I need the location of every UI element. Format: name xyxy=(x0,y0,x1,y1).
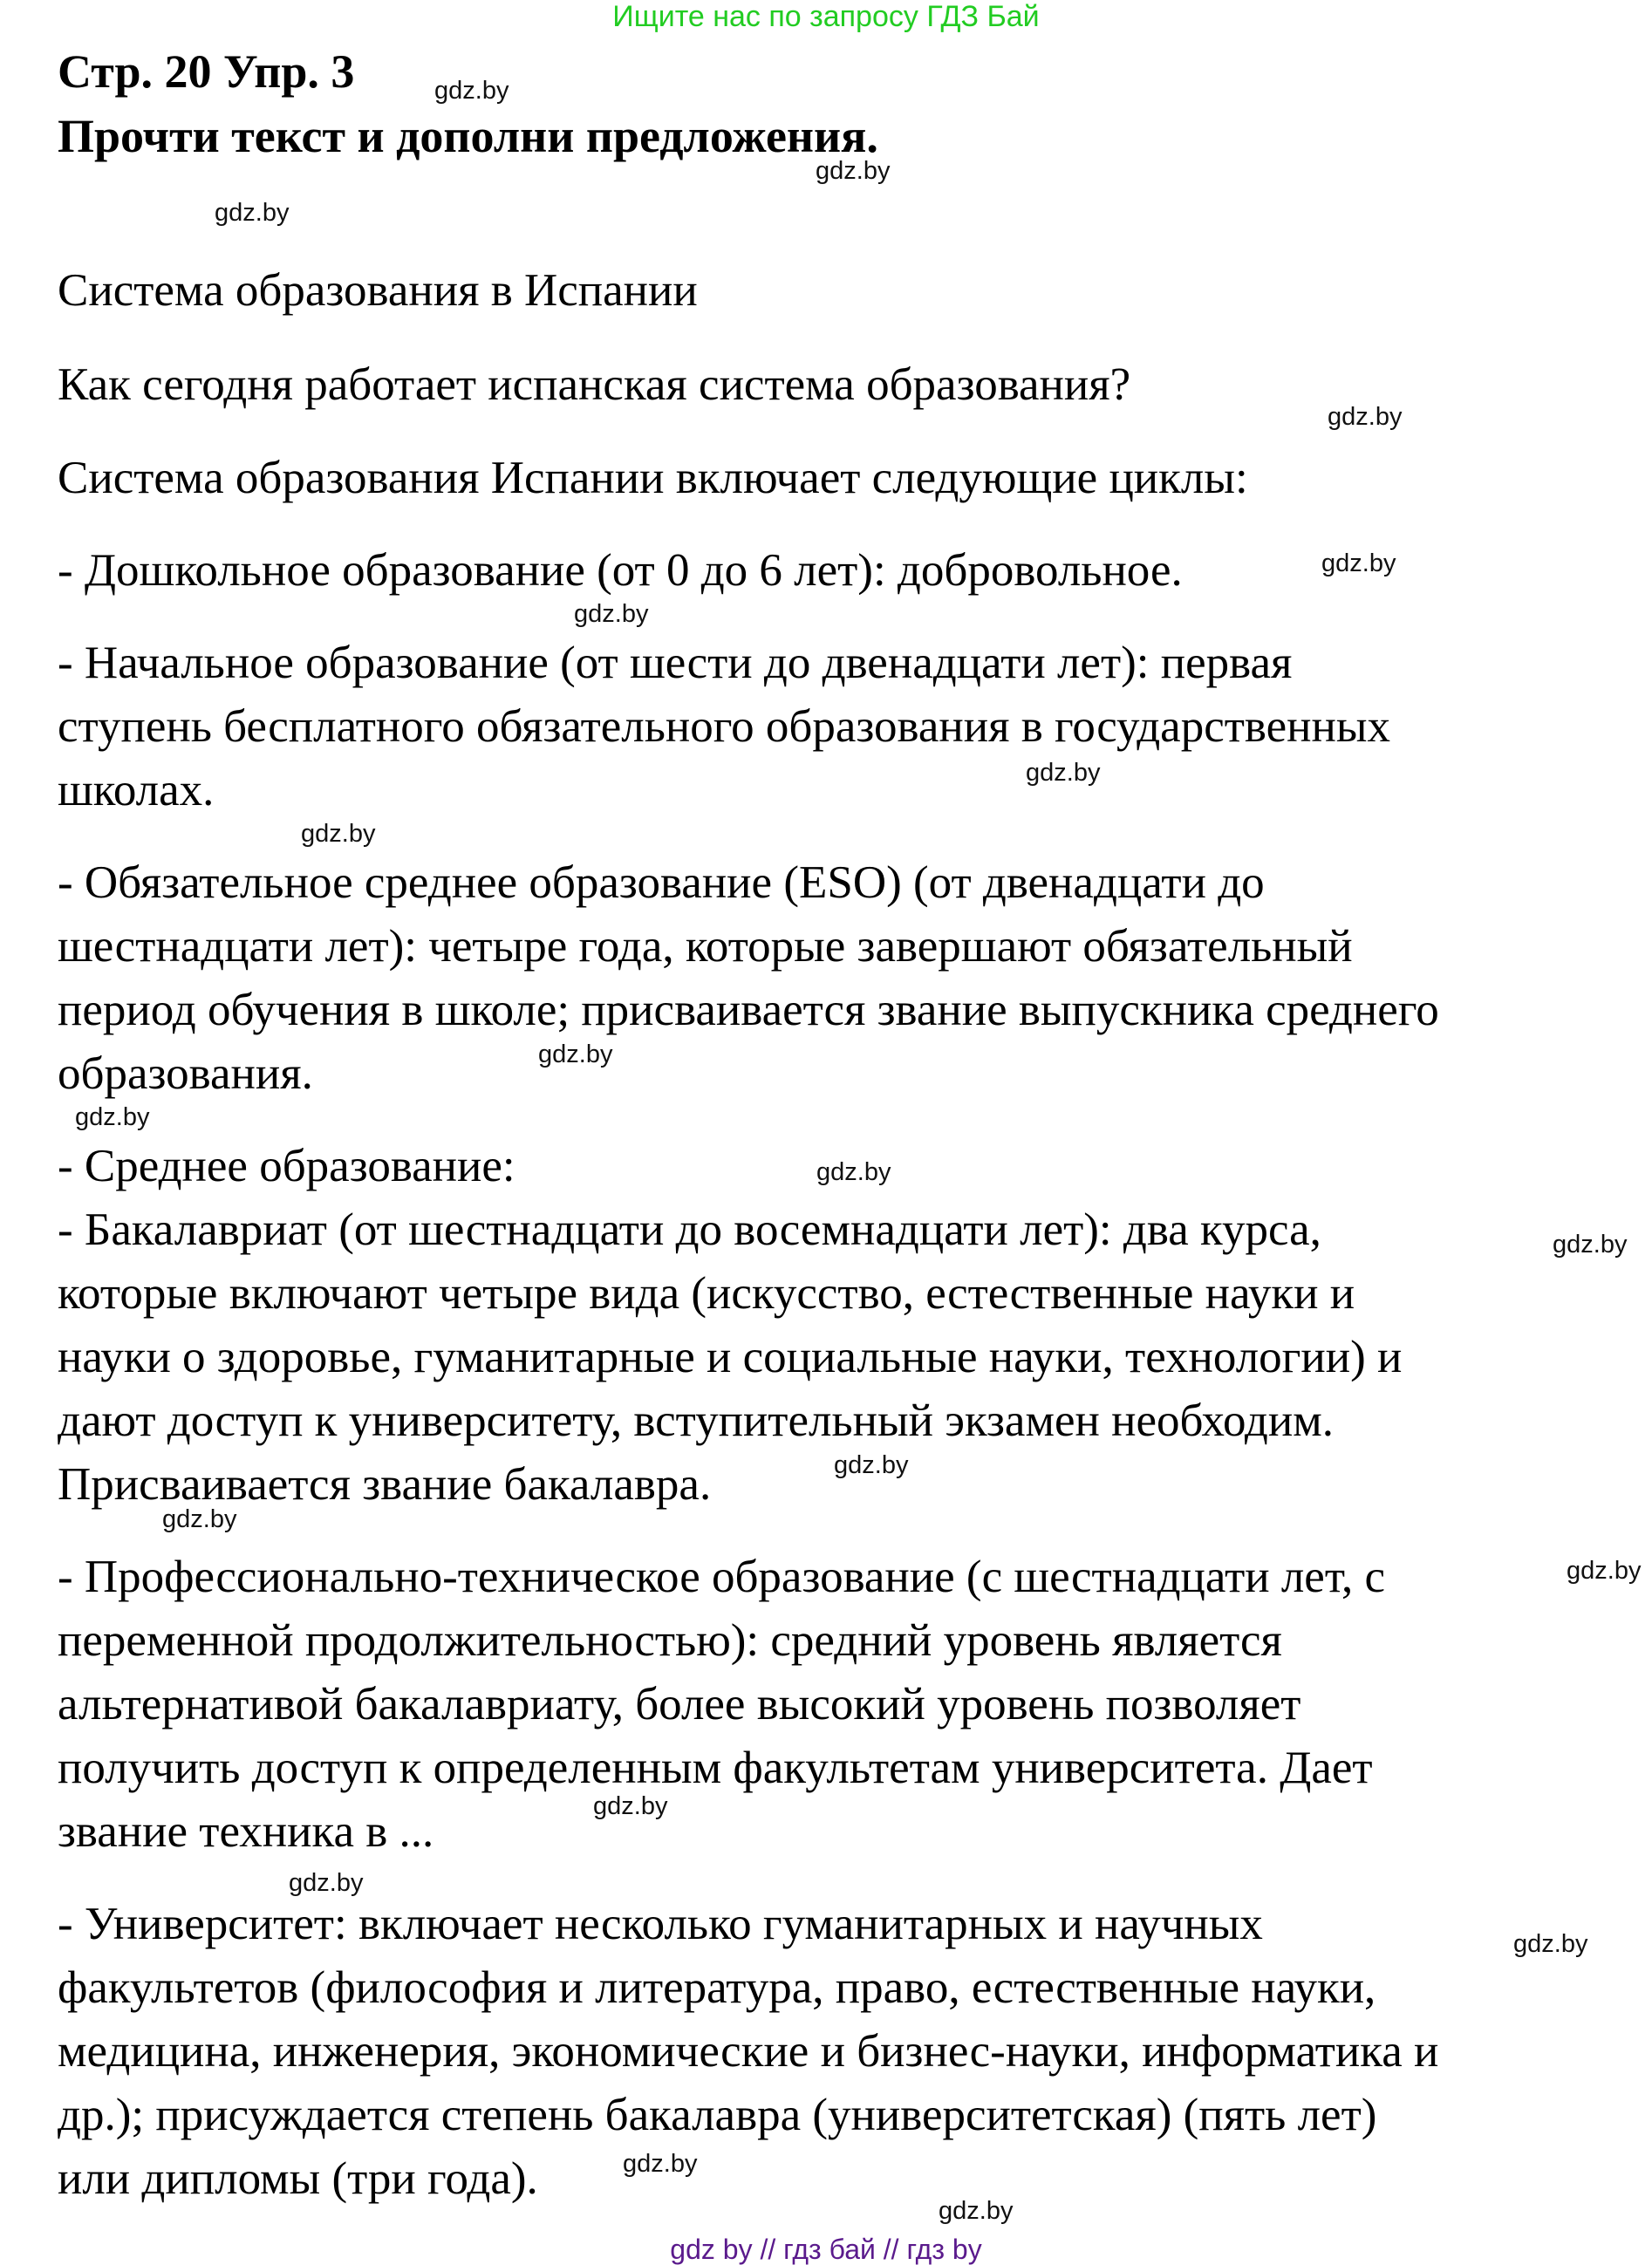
text-line: медицина, инженерия, экономические и бизнес-науки, информатика и xyxy=(58,2026,1439,2077)
text-line: получить доступ к определенным факультетам университета. Дает xyxy=(58,1743,1373,1793)
text-title: Система образования в Испании xyxy=(58,265,698,316)
text-line: Присваивается звание бакалавра. xyxy=(58,1459,712,1510)
watermark: gdz.by xyxy=(574,600,649,628)
watermark: gdz.by xyxy=(1567,1557,1642,1585)
list-item-bachillerato: - Бакалавриат (от шестнадцати до восемнадцати лет): два курса, xyxy=(58,1204,1321,1255)
text-line: школах. xyxy=(58,765,215,815)
text-line: образования. xyxy=(58,1048,313,1099)
watermark: gdz.by xyxy=(1553,1231,1628,1259)
text-line: шестнадцати лет): четыре года, которые завершают обязательный xyxy=(58,921,1353,972)
watermark: gdz.by xyxy=(434,77,509,105)
watermark: gdz.by xyxy=(1321,549,1396,577)
text-line: факультетов (философия и литература, право, естественные науки, xyxy=(58,1962,1376,2013)
text-line: или дипломы (три года). xyxy=(58,2153,538,2204)
list-item-preschool: - Дошкольное образование (от 0 до 6 лет): добровольное. xyxy=(58,545,1183,596)
watermark: gdz.by xyxy=(816,157,891,185)
watermark: gdz.by xyxy=(623,2150,698,2178)
text-line: ступень бесплатного обязательного образования в государственных xyxy=(58,701,1390,752)
watermark: gdz.by xyxy=(75,1103,150,1131)
footer-links[interactable]: gdz by // гдз бай // гдз by xyxy=(670,2234,982,2265)
watermark: gdz.by xyxy=(1328,403,1403,431)
text-line: др.); присуждается степень бакалавра (университетская) (пять лет) xyxy=(58,2090,1377,2140)
watermark: gdz.by xyxy=(1513,1930,1588,1958)
watermark: gdz.by xyxy=(834,1451,909,1479)
text-line: альтернативой бакалавриату, более высокий уровень позволяет xyxy=(58,1679,1301,1729)
watermark: gdz.by xyxy=(939,2197,1014,2225)
task-title: Прочти текст и дополни предложения. xyxy=(58,110,878,162)
watermark: gdz.by xyxy=(593,1792,668,1820)
list-item-vocational: - Профессионально-техническое образование (с шестнадцати лет, с xyxy=(58,1552,1386,1602)
search-banner[interactable]: Ищите нас по запросу ГДЗ Бай xyxy=(612,0,1040,33)
text-line: науки о здоровье, гуманитарные и социальные науки, технологии) и xyxy=(58,1332,1403,1382)
text-intro: Система образования Испании включает следующие циклы: xyxy=(58,453,1248,503)
watermark: gdz.by xyxy=(162,1505,237,1533)
list-item-university: - Университет: включает несколько гуманитарных и научных xyxy=(58,1899,1263,1949)
watermark: gdz.by xyxy=(289,1869,364,1897)
text-line: которые включают четыре вида (искусство, естественные науки и xyxy=(58,1268,1355,1319)
text-question: Как сегодня работает испанская система образования? xyxy=(58,359,1131,410)
watermark: gdz.by xyxy=(215,199,290,227)
exercise-reference: Стр. 20 Упр. 3 xyxy=(58,45,355,98)
list-item-secondary: - Среднее образование: xyxy=(58,1141,515,1191)
text-line: период обучения в школе; присваивается звание выпускника среднего xyxy=(58,985,1439,1035)
text-line: переменной продолжительностью): средний уровень является xyxy=(58,1615,1282,1666)
watermark: gdz.by xyxy=(816,1158,891,1186)
text-line: звание техника в ... xyxy=(58,1806,434,1857)
list-item-eso: - Обязательное среднее образование (ESO) (от двенадцати до xyxy=(58,857,1265,908)
text-line: дают доступ к университету, вступительный экзамен необходим. xyxy=(58,1395,1335,1446)
watermark: gdz.by xyxy=(1026,759,1101,787)
watermark: gdz.by xyxy=(301,820,376,848)
watermark: gdz.by xyxy=(538,1040,613,1068)
list-item-primary: - Начальное образование (от шести до двенадцати лет): первая xyxy=(58,638,1293,688)
